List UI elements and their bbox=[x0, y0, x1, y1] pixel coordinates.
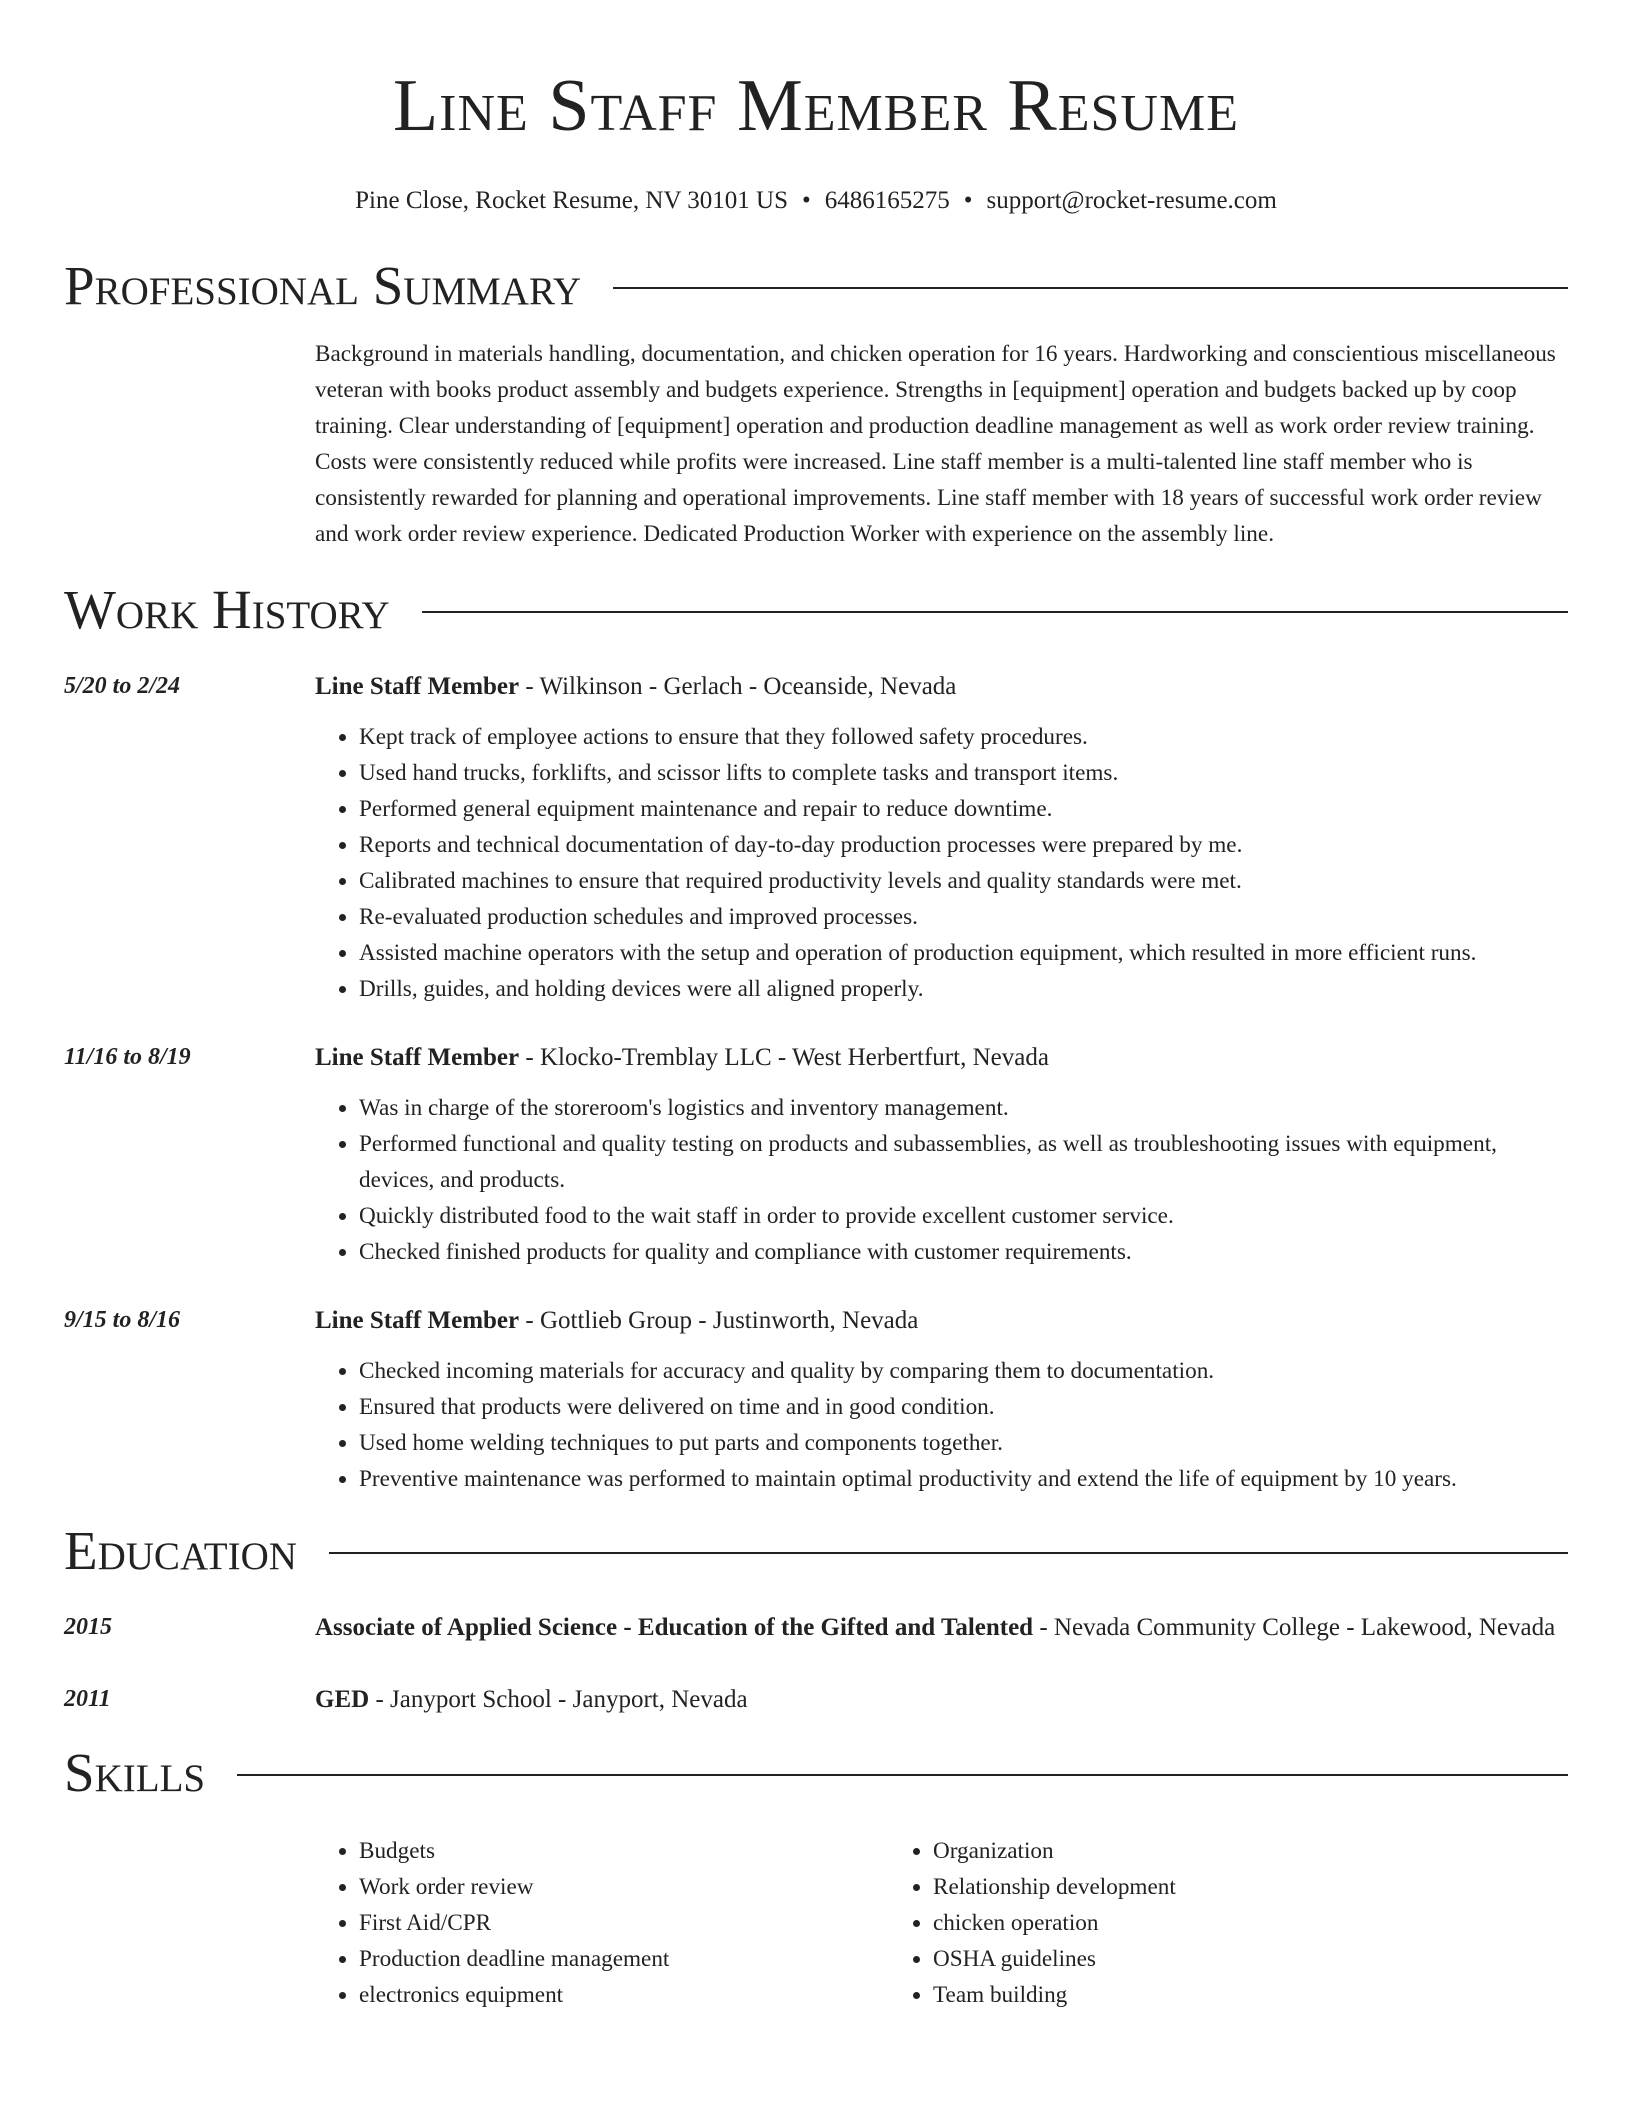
job-bullets bbox=[315, 719, 1568, 1007]
skill-item: • Relationship development bbox=[933, 1869, 1176, 1905]
section-title-summary: Professional Summary bbox=[64, 255, 582, 316]
job-bullets bbox=[315, 1353, 1568, 1497]
list-item: • Quickly distributed food to the wait staff in order to provide excellent customer service. bbox=[359, 1198, 1568, 1234]
section-title-work-history: Work History bbox=[64, 579, 390, 640]
job-dates: 11/16 to 8/19 bbox=[64, 1044, 191, 1070]
section-title-skills: Skills bbox=[64, 1742, 206, 1803]
list-item: • Checked finished products for quality and compliance with customer requirements. bbox=[359, 1234, 1568, 1270]
contact-line bbox=[64, 184, 1568, 218]
education-heading bbox=[315, 1681, 1568, 1719]
section-title-education: Education bbox=[64, 1520, 297, 1581]
skill-item: • Work order review bbox=[359, 1869, 889, 1905]
job-heading bbox=[315, 668, 1568, 705]
job-heading bbox=[315, 1302, 1568, 1339]
section-divider bbox=[329, 1552, 1568, 1554]
list-item: • Used home welding techniques to put parts and components together. bbox=[359, 1425, 1568, 1461]
section-header-summary bbox=[64, 254, 1568, 318]
skill-item: • OSHA guidelines bbox=[933, 1941, 1176, 1977]
job-details: - Klocko-Tremblay LLC - West Herbertfurt, Nevada bbox=[519, 1044, 1049, 1071]
list-item: • Assisted machine operators with the setup and operation of production equipment, which resulted in more efficient runs. bbox=[359, 935, 1568, 971]
skill-item: • Team building bbox=[933, 1977, 1176, 2013]
skill-item: • chicken operation bbox=[933, 1905, 1176, 1941]
education-degree: GED bbox=[315, 1686, 370, 1713]
education-details: - Nevada Community College - Lakewood, Nevada bbox=[1033, 1614, 1556, 1641]
job-details: - Wilkinson - Gerlach - Oceanside, Nevada bbox=[519, 673, 957, 700]
education-year: 2011 bbox=[64, 1686, 111, 1712]
list-item: • Re-evaluated production schedules and improved processes. bbox=[359, 899, 1568, 935]
contact-phone: 6486165275 bbox=[824, 187, 950, 214]
education-heading bbox=[315, 1609, 1568, 1647]
education-entry bbox=[64, 1681, 1568, 1719]
skills-list bbox=[315, 1833, 1568, 2013]
list-item: • Performed functional and quality testing on products and subassemblies, as well as troubleshooting issues with equipment, devices, and products. bbox=[359, 1126, 1568, 1198]
job-title: Line Staff Member bbox=[315, 673, 520, 700]
resume-title: Line Staff Member Resume bbox=[392, 65, 1239, 147]
job-title: Line Staff Member bbox=[315, 1044, 520, 1071]
job-title: Line Staff Member bbox=[315, 1307, 520, 1334]
section-header-education bbox=[64, 1519, 1568, 1583]
list-item: • Kept track of employee actions to ensure that they followed safety procedures. bbox=[359, 719, 1568, 755]
skill-item: • Organization bbox=[933, 1833, 1176, 1869]
list-item: • Reports and technical documentation of day-to-day production processes were prepared by me. bbox=[359, 827, 1568, 863]
skills-column bbox=[315, 1833, 889, 2013]
skill-item: • Budgets bbox=[359, 1833, 889, 1869]
contact-separator: • bbox=[963, 187, 973, 214]
section-header-work-history bbox=[64, 578, 1568, 642]
education-details: - Janyport School - Janyport, Nevada bbox=[369, 1686, 748, 1713]
list-item: • Performed general equipment maintenance and repair to reduce downtime. bbox=[359, 791, 1568, 827]
summary-text: Background in materials handling, documentation, and chicken operation for 16 years. Hardworking and conscientious miscellaneous veteran with books product assembly and budgets experience. Strengths in [equipment] operation and budgets backed up by coop training. Clear understanding of [equipment] operation and production deadline management as well as work order review training. Costs were consistently reduced while profits were increased. Line staff member is a multi-talented line staff member who is consistently rewarded for planning and operational improvements. Line staff member with 18 years of successful work order review and work order review experience. Dedicated Production Worker with experience on the assembly line. bbox=[315, 341, 1556, 547]
list-item: • Preventive maintenance was performed to maintain optimal productivity and extend the life of equipment by 10 years. bbox=[359, 1461, 1568, 1497]
skill-item: • First Aid/CPR bbox=[359, 1905, 889, 1941]
list-item: • Used hand trucks, forklifts, and scissor lifts to complete tasks and transport items. bbox=[359, 755, 1568, 791]
list-item: • Drills, guides, and holding devices were all aligned properly. bbox=[359, 971, 1568, 1007]
job-entry bbox=[64, 1302, 1568, 1497]
section-header-skills bbox=[64, 1741, 1568, 1805]
skill-item: • Production deadline management bbox=[359, 1941, 889, 1977]
skill-item: • electronics equipment bbox=[359, 1977, 889, 2013]
job-dates: 9/15 to 8/16 bbox=[64, 1307, 181, 1333]
contact-email: support@rocket-resume.com bbox=[986, 187, 1277, 214]
job-entry bbox=[64, 1039, 1568, 1270]
section-divider bbox=[613, 287, 1568, 289]
section-divider bbox=[422, 611, 1568, 613]
list-item: • Was in charge of the storeroom's logistics and inventory management. bbox=[359, 1090, 1568, 1126]
job-heading bbox=[315, 1039, 1568, 1076]
job-details: - Gottlieb Group - Justinworth, Nevada bbox=[519, 1307, 919, 1334]
job-dates: 5/20 to 2/24 bbox=[64, 673, 181, 699]
education-degree: Associate of Applied Science - Education of the Gifted and Talented bbox=[315, 1614, 1034, 1641]
contact-separator: • bbox=[802, 187, 811, 214]
list-item: • Calibrated machines to ensure that required productivity levels and quality standards were met. bbox=[359, 863, 1568, 899]
job-bullets bbox=[315, 1090, 1568, 1270]
skills-column bbox=[889, 1833, 1176, 2013]
section-divider bbox=[237, 1774, 1568, 1776]
job-entry bbox=[64, 668, 1568, 1007]
education-entry bbox=[64, 1609, 1568, 1647]
list-item: • Ensured that products were delivered on time and in good condition. bbox=[359, 1389, 1568, 1425]
education-year: 2015 bbox=[64, 1614, 112, 1640]
list-item: • Checked incoming materials for accuracy and quality by comparing them to documentation. bbox=[359, 1353, 1568, 1389]
contact-address: Pine Close, Rocket Resume, NV 30101 US bbox=[355, 187, 789, 214]
